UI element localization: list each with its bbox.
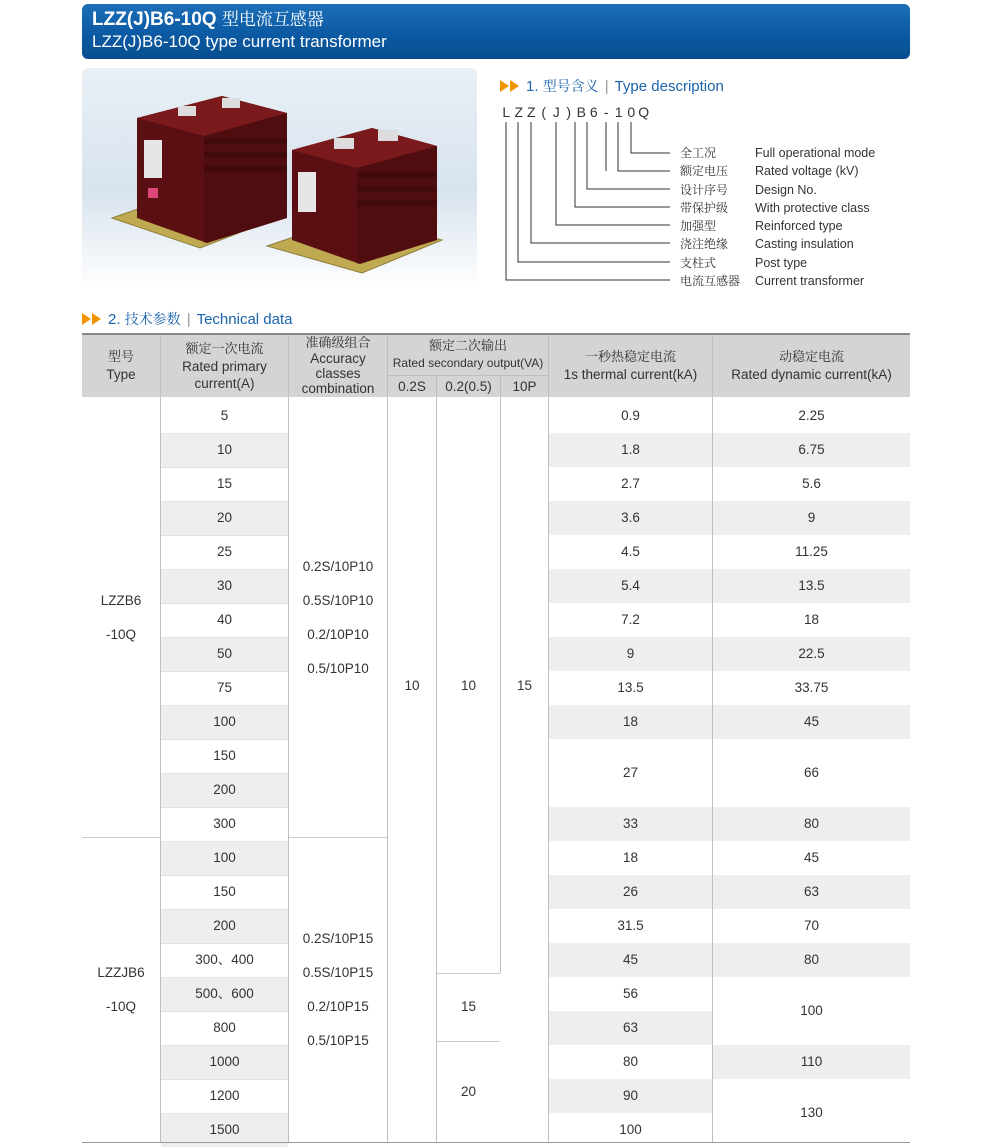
primary-current: 50 [161,637,288,671]
accuracy-value: 0.5S/10P10 [302,593,374,608]
col-sep [712,335,713,1143]
type-description-row [680,199,875,217]
thermal-current: 80 [549,1045,712,1079]
row-sep [161,1079,288,1080]
thermal-current: 63 [549,1011,712,1045]
product-photo [82,68,477,290]
thermal-current: 7.2 [549,603,712,637]
double-arrow-icon [500,80,520,92]
desc-en: Casting insulation [755,237,854,252]
type-description-row [680,162,875,180]
group1-type-line2: -10Q [105,627,136,642]
dynamic-current: 66 [713,739,910,807]
section1-number: 1. [526,77,539,95]
thermal-current: 27 [549,739,712,807]
header-sub-02s: 0.2S [388,376,436,397]
row-sep [161,671,288,672]
code-char: - [603,104,609,120]
desc-en: With protective class [755,200,870,215]
accuracy-value: 0.5/10P10 [307,661,369,676]
technical-data-table [82,333,910,1143]
table-bottom-border [82,1142,910,1143]
dynamic-current: 18 [713,603,910,637]
row-sep [161,1045,288,1046]
desc-cn: 支柱式 [680,255,717,270]
primary-current: 150 [161,875,288,909]
row-sep [161,433,288,434]
header-thermal-en: 1s thermal current(kA) [563,367,698,382]
primary-current: 150 [161,739,288,773]
section1-title-en: Type description [614,77,724,95]
col-sep [500,376,501,973]
header-accuracy-en2: classes [315,366,361,381]
dynamic-current: 70 [713,909,910,943]
group2-accuracy [289,837,387,1143]
row-sep [161,943,288,944]
code-char: L [502,104,511,120]
section2-title-cn: 技术参数 [124,312,181,328]
row-sep [161,807,288,808]
transformer-illustration [82,68,477,290]
primary-current: 10 [161,433,288,467]
dynamic-current: 9 [713,501,910,535]
dynamic-current: 11.25 [713,535,910,569]
accuracy-value: 0.2S/10P10 [302,559,374,574]
dynamic-current: 5.6 [713,467,910,501]
output-sep [437,1041,500,1042]
thermal-current: 5.4 [549,569,712,603]
header-secondary-en: Rated secondary output(VA) [392,356,544,370]
header-secondary-cn: 额定二次输出 [428,339,507,354]
dynamic-current: 100 [713,977,910,1045]
thermal-current: 18 [549,841,712,875]
header-accuracy-en1: Accuracy [310,351,366,366]
primary-current: 100 [161,841,288,875]
accuracy-value: 0.5S/10P15 [302,965,374,980]
primary-current: 30 [161,569,288,603]
group2-type [82,837,160,1143]
row-sep [161,467,288,468]
row-sep [161,909,288,910]
thermal-current: 26 [549,875,712,909]
header-thermal-cn: 一秒热稳定电流 [584,350,676,365]
row-sep [161,1011,288,1012]
group1-type [82,399,160,837]
header-sub-sep [388,375,548,376]
desc-en: Rated voltage (kV) [755,164,859,179]
header-primary-en1: Rated primary [182,358,267,374]
primary-current: 300 [161,807,288,841]
header-type [82,335,160,397]
group2-type-line1: LZZJB6 [97,965,145,980]
row-sep [161,603,288,604]
row-sep [161,875,288,876]
thermal-current: 13.5 [549,671,712,705]
primary-current: 20 [161,501,288,535]
desc-cn: 电流互感器 [680,274,741,289]
type-description-row [680,181,875,199]
thermal-current: 3.6 [549,501,712,535]
dynamic-current: 110 [713,1045,910,1079]
banner-title-en: LZZ(J)B6-10Q type current transformer [92,32,387,51]
dynamic-current: 45 [713,841,910,875]
header-type-en: Type [106,367,136,382]
type-description-row [680,254,875,272]
dynamic-current: 6.75 [713,433,910,467]
dynamic-current: 130 [713,1079,910,1147]
accuracy-value: 0.2S/10P15 [302,931,374,946]
output-02-b: 15 [460,999,477,1014]
header-banner [82,4,910,59]
desc-en: Current transformer [755,274,865,289]
dynamic-current: 22.5 [713,637,910,671]
desc-en: Design No. [755,182,817,197]
type-description-list [680,144,875,290]
code-char: Q [638,104,650,120]
row-sep [161,501,288,502]
type-code [500,104,650,120]
desc-en: Post type [755,255,808,270]
header-dynamic-en: Rated dynamic current(kA) [731,367,892,382]
code-char: ) [566,104,572,120]
section2-title-en: Technical data [196,310,293,328]
accuracy-value: 0.2/10P15 [307,999,369,1014]
thermal-current: 90 [549,1079,712,1113]
primary-current: 200 [161,909,288,943]
section1-title-cn: 型号含义 [542,79,599,95]
banner-title-line1 [92,9,900,31]
group2-type-line2: -10Q [105,999,136,1014]
thermal-current: 1.8 [549,433,712,467]
primary-current: 75 [161,671,288,705]
code-char: 6 [589,104,598,120]
output-02s: 10 [404,678,420,693]
thermal-current: 33 [549,807,712,841]
header-secondary [388,335,548,375]
header-primary-cn: 额定一次电流 [185,341,264,357]
desc-cn: 带保护级 [680,200,729,215]
code-char: 1 [614,104,623,120]
dynamic-current: 45 [713,705,910,739]
code-char: 0 [627,104,636,120]
header-dynamic [713,335,910,397]
header-sub-10p: 10P [501,376,548,397]
row-sep [161,739,288,740]
group-sep [82,837,160,838]
group1-type-line1: LZZB6 [100,593,142,608]
primary-current: 1200 [161,1079,288,1113]
section2-number: 2. [108,310,121,328]
dynamic-current: 63 [713,875,910,909]
accuracy-value: 0.5/10P15 [307,1033,369,1048]
primary-current: 25 [161,535,288,569]
double-arrow-icon [82,313,102,325]
section-type-description-heading [500,76,724,96]
col-sep [160,335,161,1143]
dynamic-current: 2.25 [713,399,910,433]
thermal-current: 45 [549,943,712,977]
primary-current: 40 [161,603,288,637]
thermal-current: 2.7 [549,467,712,501]
thermal-current: 0.9 [549,399,712,433]
header-type-cn: 型号 [107,350,134,365]
row-sep [161,773,288,774]
type-description-row [680,235,875,253]
desc-cn: 全工况 [680,146,717,160]
desc-en: Reinforced type [755,219,843,234]
code-char: ( [541,104,547,120]
output-02-c: 20 [460,1084,477,1099]
primary-current: 15 [161,467,288,501]
row-sep [161,705,288,706]
col-sep [387,335,388,1143]
header-primary [161,335,288,397]
dynamic-current: 33.75 [713,671,910,705]
type-code-leader-lines [500,120,680,290]
header-accuracy-cn: 准确级组合 [305,336,371,351]
type-description-row [680,272,875,290]
output-10p: 15 [516,678,533,693]
section-technical-data-heading [82,309,293,329]
header-thermal [549,335,712,397]
primary-current: 200 [161,773,288,807]
dynamic-current: 80 [713,943,910,977]
col-sep [548,335,549,1143]
row-sep [161,977,288,978]
row-sep [161,535,288,536]
row-sep [161,637,288,638]
dynamic-current: 13.5 [713,569,910,603]
group-sep [289,837,387,838]
primary-current: 300、400 [161,943,288,977]
thermal-current: 100 [549,1113,712,1147]
section2-separator: | [186,310,191,328]
desc-cn: 浇注绝缘 [680,237,729,252]
thermal-current: 9 [549,637,712,671]
code-char: Z [514,104,524,120]
thermal-current: 4.5 [549,535,712,569]
code-char: J [552,104,560,120]
code-char: Z [526,104,536,120]
output-02-a: 10 [460,678,477,693]
dynamic-current: 80 [713,807,910,841]
code-char: B [576,104,586,120]
row-sep [161,1113,288,1114]
header-sub-02: 0.2(0.5) [437,376,500,397]
thermal-current: 31.5 [549,909,712,943]
primary-current: 100 [161,705,288,739]
header-accuracy [289,335,387,397]
desc-cn: 加强型 [680,219,717,234]
primary-current: 800 [161,1011,288,1045]
primary-current: 1500 [161,1113,288,1147]
type-description-row [680,144,875,162]
primary-current: 500、600 [161,977,288,1011]
header-accuracy-en3: combination [301,381,375,396]
row-sep [161,841,288,842]
col-sep [436,376,437,1143]
desc-en: Full operational mode [755,146,876,160]
header-primary-en2: current(A) [194,375,255,391]
desc-cn: 额定电压 [680,164,729,179]
col-sep [288,335,289,1143]
banner-title-cn: 型电流互感器 [221,10,324,30]
thermal-current: 18 [549,705,712,739]
desc-cn: 设计序号 [680,182,729,197]
group1-accuracy [289,399,387,837]
primary-current: 1000 [161,1045,288,1079]
accuracy-value: 0.2/10P10 [307,627,369,642]
thermal-current: 56 [549,977,712,1011]
banner-model: LZZ(J)B6-10Q [92,9,217,30]
type-description-row [680,217,875,235]
primary-current: 5 [161,399,288,433]
row-sep [161,569,288,570]
output-sep [437,973,500,974]
section1-separator: | [604,77,609,95]
header-dynamic-cn: 动稳定电流 [778,350,844,365]
